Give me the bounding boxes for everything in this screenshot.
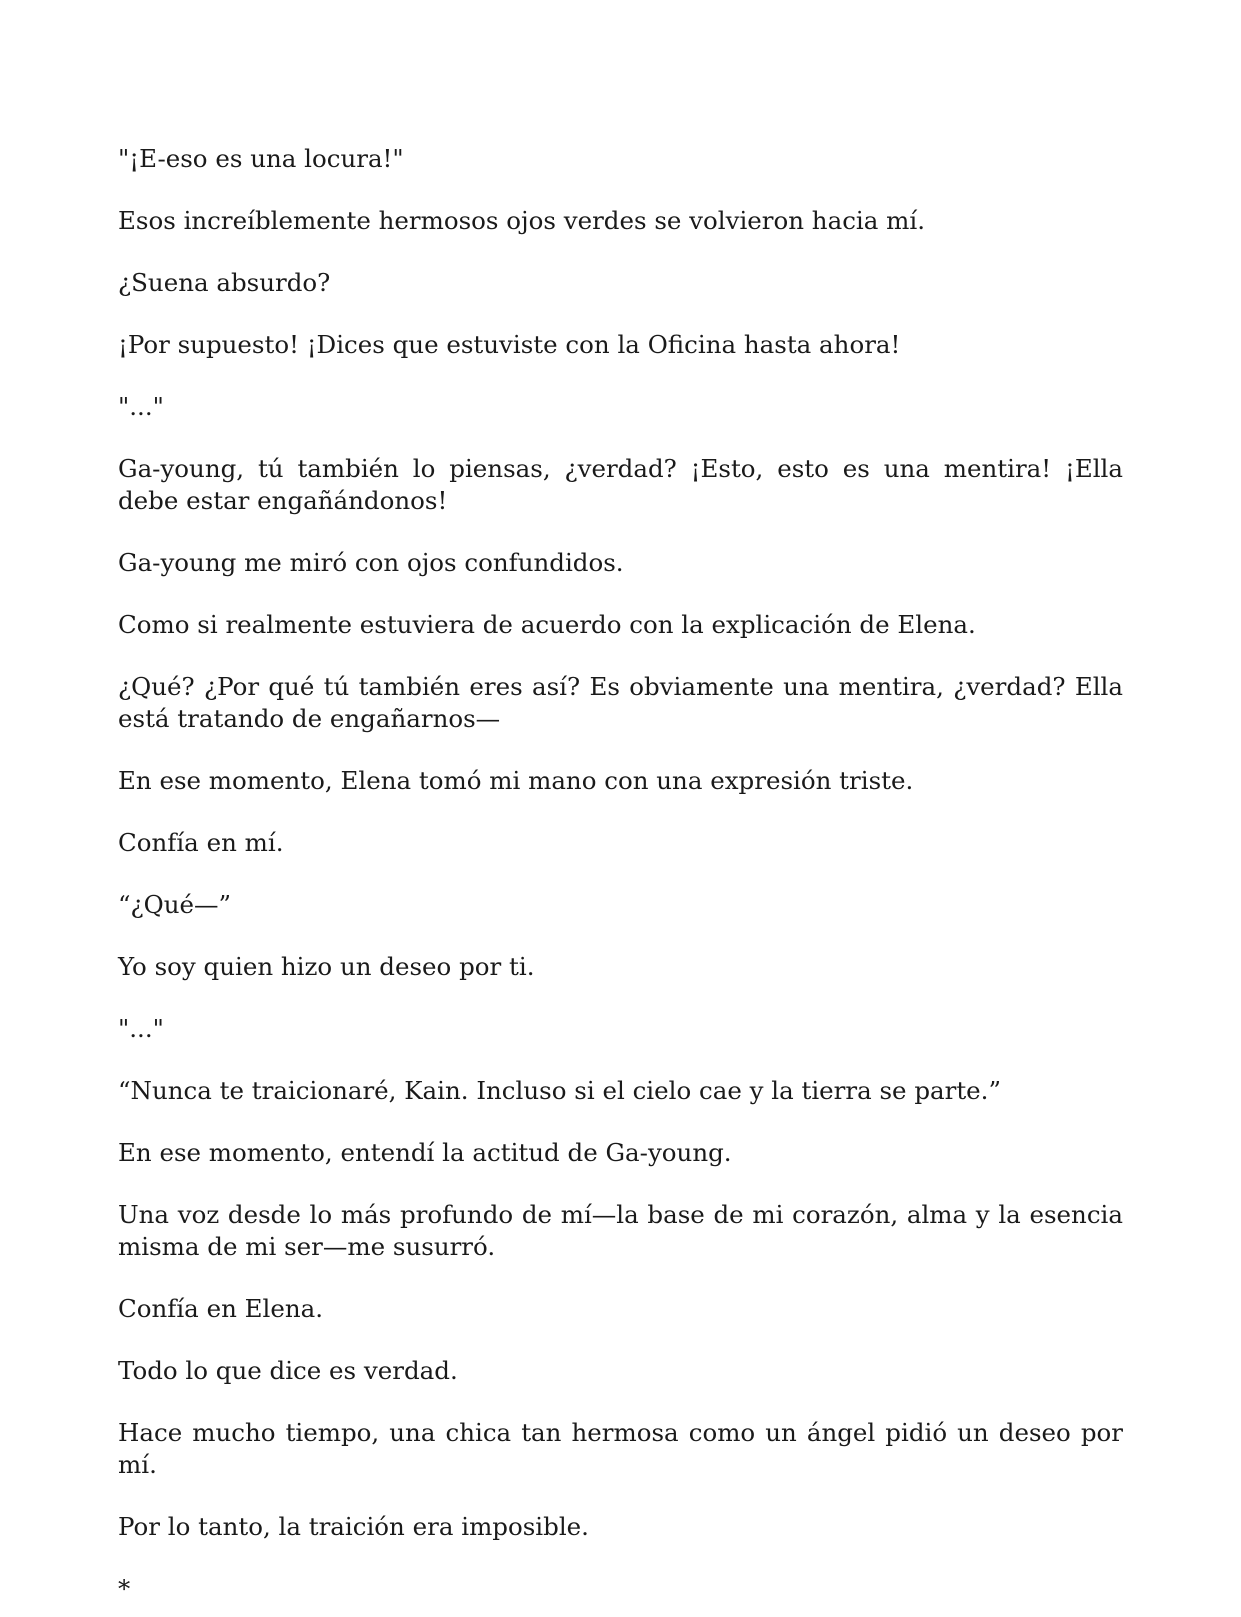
paragraph: Como si realmente estuviera de acuerdo con la explicación de Elena.: [118, 610, 976, 639]
paragraph: Una voz desde lo más profundo de mí—la base de mi corazón, alma y la esencia misma de mi ser—me susurró.: [118, 1200, 1123, 1261]
paragraph: En ese momento, Elena tomó mi mano con una expresión triste.: [118, 766, 914, 795]
paragraph: Yo soy quien hizo un deseo por ti.: [118, 952, 535, 981]
paragraph: "...": [118, 1014, 164, 1043]
paragraph: “Nunca te traicionaré, Kain. Incluso si el cielo cae y la tierra se parte.”: [118, 1076, 1001, 1105]
paragraph: "...": [118, 392, 164, 421]
document-body: [118, 143, 1123, 1605]
paragraph: Confía en mí.: [118, 828, 284, 857]
paragraph: En ese momento, entendí la actitud de Ga-young.: [118, 1138, 732, 1167]
paragraph: ¿Suena absurdo?: [118, 268, 331, 297]
paragraph: "¡E-eso es una locura!": [118, 144, 404, 173]
paragraph: Esos increíblemente hermosos ojos verdes se volvieron hacia mí.: [118, 206, 926, 235]
paragraph: Ga-young, tú también lo piensas, ¿verdad? ¡Esto, esto es una mentira! ¡Ella debe estar engañándonos!: [118, 454, 1123, 515]
scene-break-asterisk: *: [118, 1574, 131, 1603]
paragraph: “¿Qué—”: [118, 890, 232, 919]
paragraph: ¡Por supuesto! ¡Dices que estuviste con la Oficina hasta ahora!: [118, 330, 901, 359]
paragraph: Confía en Elena.: [118, 1294, 324, 1323]
paragraph: Ga-young me miró con ojos confundidos.: [118, 548, 624, 577]
paragraph: Todo lo que dice es verdad.: [118, 1356, 458, 1385]
paragraph: Por lo tanto, la traición era imposible.: [118, 1512, 589, 1541]
paragraph: ¿Qué? ¿Por qué tú también eres así? Es obviamente una mentira, ¿verdad? Ella está tratando de engañarnos—: [118, 672, 1123, 733]
paragraph: Hace mucho tiempo, una chica tan hermosa como un ángel pidió un deseo por mí.: [118, 1418, 1123, 1479]
